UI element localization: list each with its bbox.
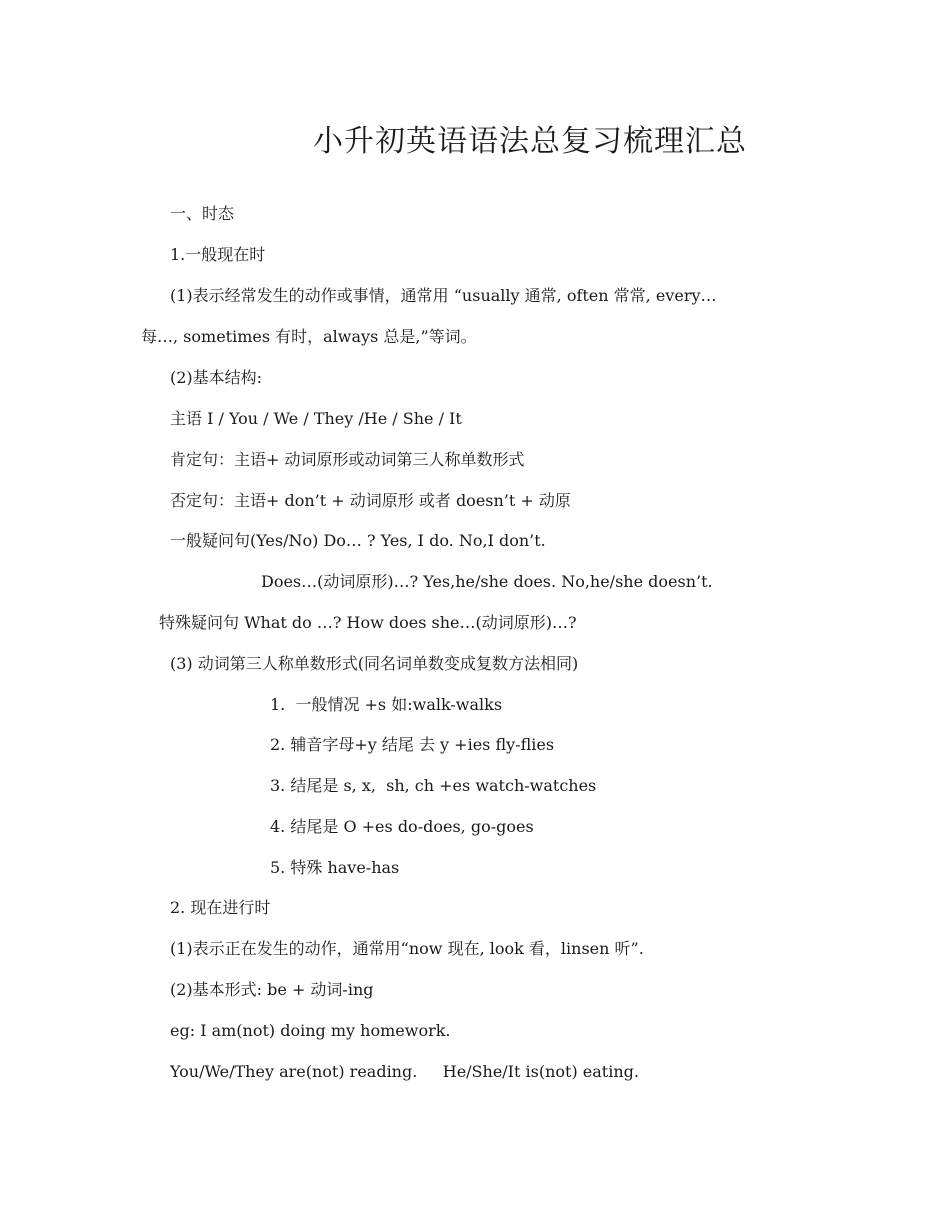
paragraph-line: (2)基本结构: <box>170 368 263 387</box>
paragraph-line: (1)表示正在发生的动作，通常用“now 现在, look 看，linsen 听”. <box>170 939 644 958</box>
paragraph-line: Does…(动词原形)…? Yes,he/she does. No,he/she doesn’t. <box>261 572 713 591</box>
list-item: 4. 结尾是 O +es do-does, go-goes <box>270 817 534 836</box>
page-title: 小升初英语语法总复习梳理汇总 <box>313 124 747 159</box>
paragraph-line: (1)表示经常发生的动作或事情，通常用 “usually 通常, often 常常, every… <box>170 286 717 305</box>
paragraph-line: 否定句：主语+ don’t + 动词原形 或者 doesn’t + 动原 <box>170 491 571 510</box>
paragraph-line: eg: I am(not) doing my homework. <box>170 1021 451 1040</box>
subsection-heading-present-continuous: 2. 现在进行时 <box>170 898 271 917</box>
list-item: 1. 一般情况 +s 如:walk-walks <box>270 695 503 714</box>
subsection-heading-simple-present: 1.一般现在时 <box>170 245 266 264</box>
paragraph-line: 主语 I / You / We / They /He / She / It <box>170 409 462 428</box>
list-item: 2. 辅音字母+y 结尾 去 y +ies fly-flies <box>270 735 555 754</box>
list-item: 5. 特殊 have-has <box>270 858 400 877</box>
paragraph-line: 肯定句：主语+ 动词原形或动词第三人称单数形式 <box>170 450 525 469</box>
paragraph-line: (3) 动词第三人称单数形式(同名词单数变成复数方法相同) <box>170 654 579 673</box>
section-heading-tenses: 一、时态 <box>170 204 235 223</box>
paragraph-line: (2)基本形式: be + 动词-ing <box>170 980 374 999</box>
paragraph-line: You/We/They are(not) reading. He/She/It is(not) eating. <box>170 1062 639 1081</box>
paragraph-line: 特殊疑问句 What do …? How does she…(动词原形)…? <box>159 613 577 632</box>
list-item: 3. 结尾是 s, x, sh, ch +es watch-watches <box>270 776 597 795</box>
paragraph-line: 一般疑问句(Yes/No) Do… ? Yes, I do. No,I don’t. <box>170 531 546 550</box>
paragraph-line: 每…, sometimes 有时，always 总是,”等词。 <box>141 327 477 346</box>
